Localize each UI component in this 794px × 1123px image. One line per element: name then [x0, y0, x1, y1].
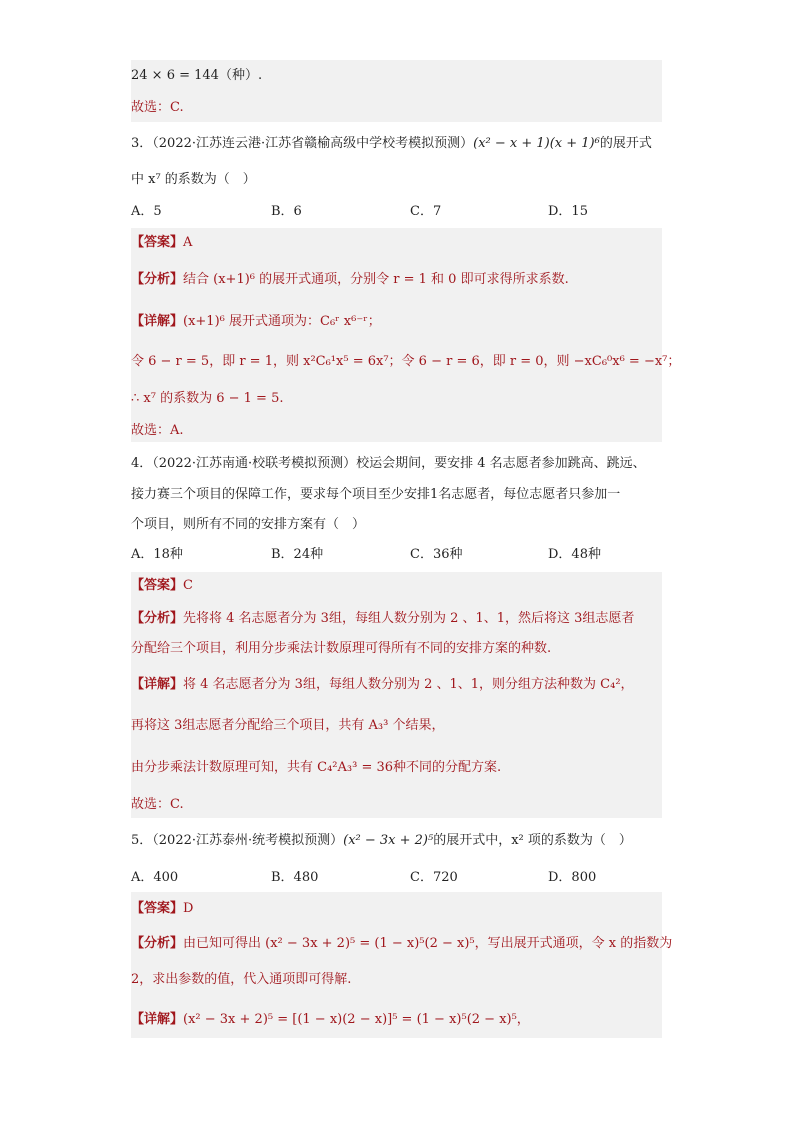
- q3-conclusion: 故选：A.: [131, 423, 184, 438]
- q5-stem: [131, 833, 662, 849]
- q3-detail-tag: 【详解】: [131, 314, 184, 329]
- q3-answer-value: A: [183, 235, 193, 250]
- q3-option-c: C．7: [410, 204, 442, 219]
- q5-stem-math: (x² − 3x + 2)⁵: [343, 833, 434, 848]
- q4-option-c: C．36种: [410, 547, 463, 562]
- q4-detail-tag: 【详解】: [131, 677, 184, 692]
- q3-option-d: D．15: [548, 204, 588, 219]
- q5-analysis1-text: 由已知可得出 (x² − 3x + 2)⁵ = (1 − x)⁵(2 − x)⁵，写出展开式通项，令 x 的指数为: [183, 936, 673, 951]
- calc-line: 24 × 6 = 144（种）.: [131, 68, 263, 83]
- q3-detail1: [131, 314, 662, 330]
- q4-detail1: [131, 677, 662, 693]
- q3-analysis-text: 结合 (x+1)⁶ 的展开式通项，分别令 r = 1 和 0 即可求得所求系数.: [183, 272, 569, 287]
- q4-detail3: 由分步乘法计数原理可知，共有 C₄²A₃³ = 36种不同的分配方案.: [131, 760, 502, 775]
- q3-analysis: [131, 272, 662, 288]
- q5-analysis1: [131, 936, 673, 952]
- q3-answer: [131, 235, 662, 251]
- solution-block-q3: [131, 228, 681, 442]
- q3-detail2: 令 6 − r = 5，即 r = 1，则 x²C₆¹x⁵ = 6x⁷；令 6 − r = 6，即 r = 0，则 −xC₆⁰x⁶ = −x⁷；: [131, 354, 681, 369]
- q4-stem-line1: 4．（2022·江苏南通·校联考模拟预测）校运会期间，要安排 4 名志愿者参加跳高、跳远、: [131, 456, 646, 471]
- q3-option-b: B．6: [271, 204, 302, 219]
- q4-option-b: B．24种: [271, 547, 324, 562]
- q4-detail1-text: 将 4 名志愿者分为 3组，每组人数分别为 2 、1、1，则分组方法种数为 C₄²，: [183, 677, 634, 692]
- q4-answer: [131, 578, 662, 594]
- q4-stem-line3: 个项目，则所有不同的安排方案有（ ）: [131, 517, 366, 532]
- q5-analysis-tag: 【分析】: [131, 936, 184, 951]
- q4-answer-value: C: [183, 578, 193, 593]
- q5-stem-prefix: 5．（2022·江苏泰州·统考模拟预测）: [131, 833, 344, 848]
- q4-detail2: 再将这 3组志愿者分配给三个项目，共有 A₃³ 个结果，: [131, 718, 445, 733]
- q5-detail-tag: 【详解】: [131, 1012, 184, 1027]
- q3-detail3: ∴ x⁷ 的系数为 6 − 1 = 5.: [131, 391, 284, 406]
- q4-analysis2: 分配给三个项目，利用分步乘法计数原理可得所有不同的安排方案的种数.: [131, 641, 552, 656]
- q5-detail1: [131, 1012, 662, 1028]
- q4-option-a: A．18种: [131, 547, 183, 562]
- q4-option-d: D．48种: [548, 547, 601, 562]
- q3-analysis-tag: 【分析】: [131, 272, 184, 287]
- q5-option-d: D．800: [548, 870, 597, 885]
- q5-answer-tag: 【答案】: [131, 901, 184, 916]
- q3-answer-tag: 【答案】: [131, 235, 184, 250]
- q4-analysis1-text: 先将将 4 名志愿者分为 3组，每组人数分别为 2 、1、1，然后将这 3组志愿者: [183, 611, 635, 626]
- q4-analysis1: [131, 611, 662, 627]
- q5-answer-value: D: [183, 901, 194, 916]
- q3-detail1-text: (x+1)⁶ 展开式通项为：C₆ʳ x⁶⁻ʳ；: [183, 314, 381, 329]
- q3-stem-math: (x² − x + 1)(x + 1)⁶: [473, 136, 600, 151]
- q5-answer: [131, 901, 662, 917]
- q3-stem-prefix: 3．（2022·江苏连云港·江苏省赣榆高级中学校考模拟预测）: [131, 136, 474, 151]
- q5-analysis2: 2，求出参数的值，代入通项即可得解.: [131, 972, 352, 987]
- solution-block-q4: [131, 572, 662, 818]
- q4-conclusion: 故选：C.: [131, 797, 184, 812]
- q4-stem-line2: 接力赛三个项目的保障工作，要求每个项目至少安排1名志愿者，每位志愿者只参加一: [131, 487, 621, 502]
- q4-analysis-tag: 【分析】: [131, 611, 184, 626]
- q4-answer-tag: 【答案】: [131, 578, 184, 593]
- q3-option-a: A．5: [131, 204, 162, 219]
- q5-option-b: B．480: [271, 870, 319, 885]
- q3-stem-line1: [131, 136, 662, 152]
- q5-stem-suffix: 的展开式中，x² 项的系数为（ ）: [433, 833, 632, 848]
- q3-stem-suffix: 的展开式: [599, 136, 652, 151]
- q5-detail1-text: (x² − 3x + 2)⁵ = [(1 − x)(2 − x)]⁵ = (1 − x)⁵(2 − x)⁵，: [183, 1012, 530, 1027]
- q5-option-a: A．400: [131, 870, 179, 885]
- q5-option-c: C．720: [410, 870, 458, 885]
- q3-stem-line2: 中 x⁷ 的系数为（ ）: [131, 172, 256, 187]
- answer-choice-line: 故选：C.: [131, 100, 184, 115]
